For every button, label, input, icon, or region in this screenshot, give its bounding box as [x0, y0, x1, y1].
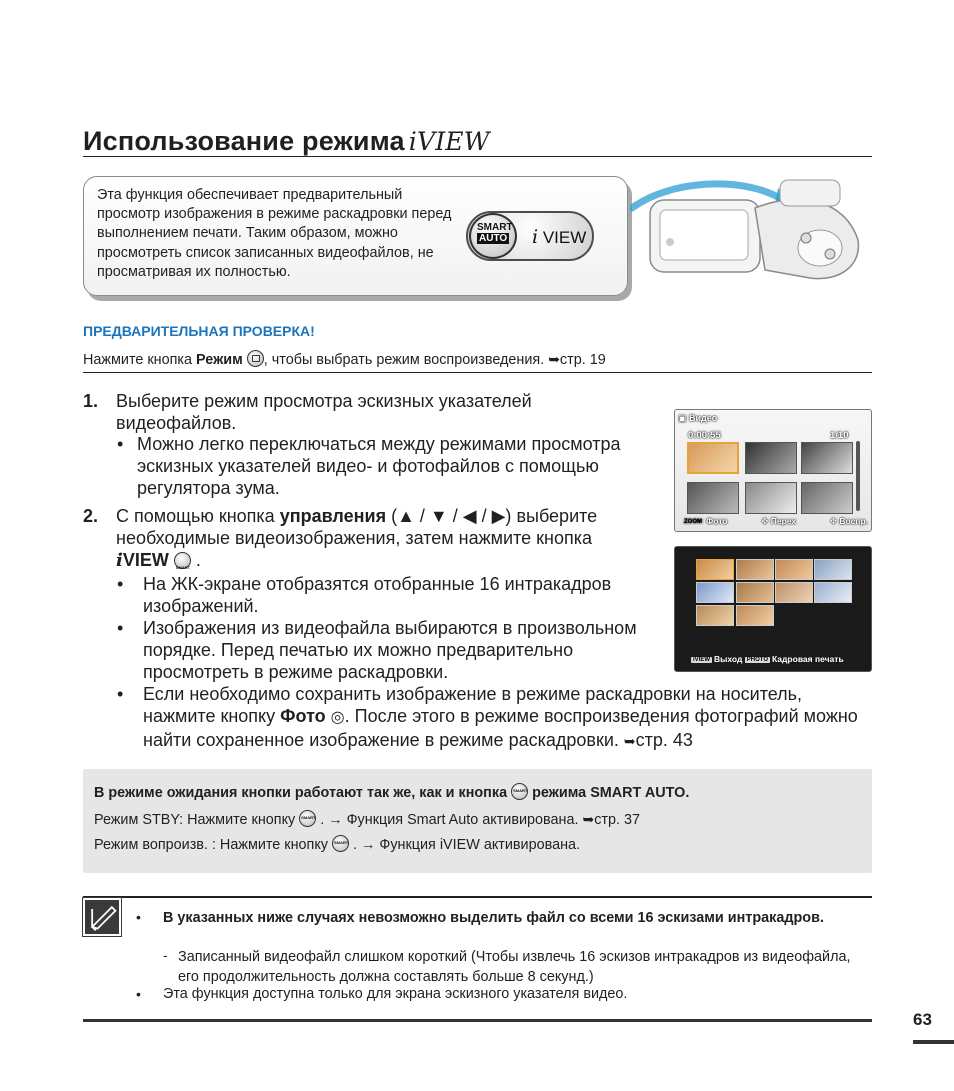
intro-text: Эта функция обеспечивает предварительный просмотр изображения в режиме раскадровки перед выполнением печати. Таким образом, можно просмотреть список записанных видеофайлов, не просматривая их полностью. [97, 187, 452, 280]
section-rule [83, 372, 872, 373]
thumbnail [801, 442, 853, 474]
page-ref-arrow-icon: ➥ [623, 733, 636, 749]
play-icon: ✥ Воспр. [829, 516, 868, 526]
storyboard-frame [736, 582, 774, 603]
lcd-scrollbar [856, 441, 860, 511]
step-1-text: Выберите режим просмотра эскизных указателей видеофайлов. [116, 391, 532, 433]
storyboard-frame [775, 582, 813, 603]
page-number: 63 [913, 1010, 932, 1029]
step-1-bullet: Можно легко переключаться между режимами просмотра эскизных указателей видео- и фотофайлов с помощью регулятора зума. [137, 434, 621, 498]
smart-button-icon [511, 783, 528, 800]
storyboard-frame [696, 559, 734, 580]
dash-icon: - [163, 947, 168, 963]
step-2-text: С помощью кнопка управления (▲ / ▼ / ◀ / ▶) выберите необходимые видеоизображения, затем нажмите кнопка iVIEW SMART . [116, 505, 661, 572]
smart-button-icon [299, 810, 316, 827]
storyboard-frame [696, 605, 734, 626]
lcd-timecode: 0:00:55 [688, 430, 721, 441]
thumbnail [801, 482, 853, 514]
smart-button-icon [174, 552, 191, 569]
note-item-1: В указанных ниже случаях невозможно выделить файл со всеми 16 эскизами интракадров. [163, 910, 824, 926]
storyboard-frame [775, 559, 813, 580]
page-ref-arrow-icon: ➥ [548, 351, 560, 367]
note-item-2: Эта функция доступна только для экрана эскизного указателя видео. [163, 986, 628, 1002]
smart-auto-label: SMART AUTO [477, 222, 513, 244]
lcd-button-guide: ZOOM Фото ✥ Перех ✥ Воспр. [684, 516, 868, 526]
step-2-bullet-c: Если необходимо сохранить изображение в режиме раскадровки на носитель, нажмите кнопку Фото ◎. После этого в режиме воспроизведения фотографий можно найти сохраненное изображение в режиме раскадровки. ➥стр. 43 [143, 684, 858, 750]
thumbnail [687, 442, 739, 474]
bullet-icon: • [117, 574, 124, 594]
standby-note-heading: В режиме ожидания кнопки работают так же, как и кнопка SMART режима SMART AUTO. [94, 783, 689, 801]
bullet-icon: • [136, 986, 141, 1002]
lcd-storyboard-guide: iVIEW Выход PHOTO Кадровая печать [693, 654, 844, 664]
lcd-mode-label: ▣ Видео [678, 413, 718, 423]
photo-button-icon: ◎ [330, 709, 345, 726]
bottom-rule [83, 1019, 872, 1022]
smart-button-icon [332, 835, 349, 852]
note-rule [83, 896, 872, 898]
thumbnail [687, 482, 739, 514]
step-1-number: 1. [83, 391, 99, 411]
page-title: Использование режима iVIEW [83, 126, 490, 156]
step-2-bullet-b: Изображения из видеофайла выбираются в произвольном порядке. Перед печатью их можно предварительно просмотреть в режиме раскадровки. [143, 618, 637, 682]
bullet-icon: • [117, 618, 124, 638]
camcorder-illustration [630, 170, 870, 295]
mode-button-icon [247, 350, 264, 367]
lcd-file-count: 1/10 [830, 430, 849, 441]
thumbnail [745, 442, 797, 474]
storyboard-frame [696, 582, 734, 603]
lcd-thumbnail-screen [674, 409, 872, 532]
note-pencil-icon [83, 898, 121, 936]
iview-title-logo: iVIEW [408, 127, 490, 156]
iview-dial-label: i VIEW [532, 226, 587, 248]
precheck-heading: ПРЕДВАРИТЕЛЬНАЯ ПРОВЕРКА! [83, 323, 315, 339]
move-icon: ✥ Перех [761, 516, 797, 526]
storyboard-frame [814, 559, 852, 580]
thumbnail [745, 482, 797, 514]
page-number-bar [913, 1040, 954, 1044]
note-subitem: Записанный видеофайл слишком короткий (Чтобы извлечь 16 эскизов интракадров из видеофайла, его продолжительность должна составлять больше 8 секунд.) [178, 949, 851, 985]
bullet-icon: • [136, 909, 141, 925]
storyboard-frame [814, 582, 852, 603]
step-2-number: 2. [83, 506, 99, 526]
storyboard-frame [736, 559, 774, 580]
storyboard-frame [736, 605, 774, 626]
bullet-icon: • [117, 684, 124, 704]
standby-note-line: Режим STBY: Нажмите кнопку SMART . → Функция Smart Auto активирована. ➥стр. 37 [94, 810, 640, 828]
step-2-bullet-a: На ЖК-экране отобразятся отобранные 16 интракадров изображений. [143, 574, 612, 616]
page-ref-arrow-icon: ➥ [582, 811, 595, 827]
playback-note-line: Режим вопроизв. : Нажмите кнопку SMART . → Функция iVIEW активирована. [94, 835, 580, 853]
bullet-icon: • [117, 434, 124, 454]
precheck-instruction: Нажмите кнопка Режим , чтобы выбрать режим воспроизведения. ➥стр. 19 [83, 351, 606, 368]
title-rule [83, 156, 872, 157]
